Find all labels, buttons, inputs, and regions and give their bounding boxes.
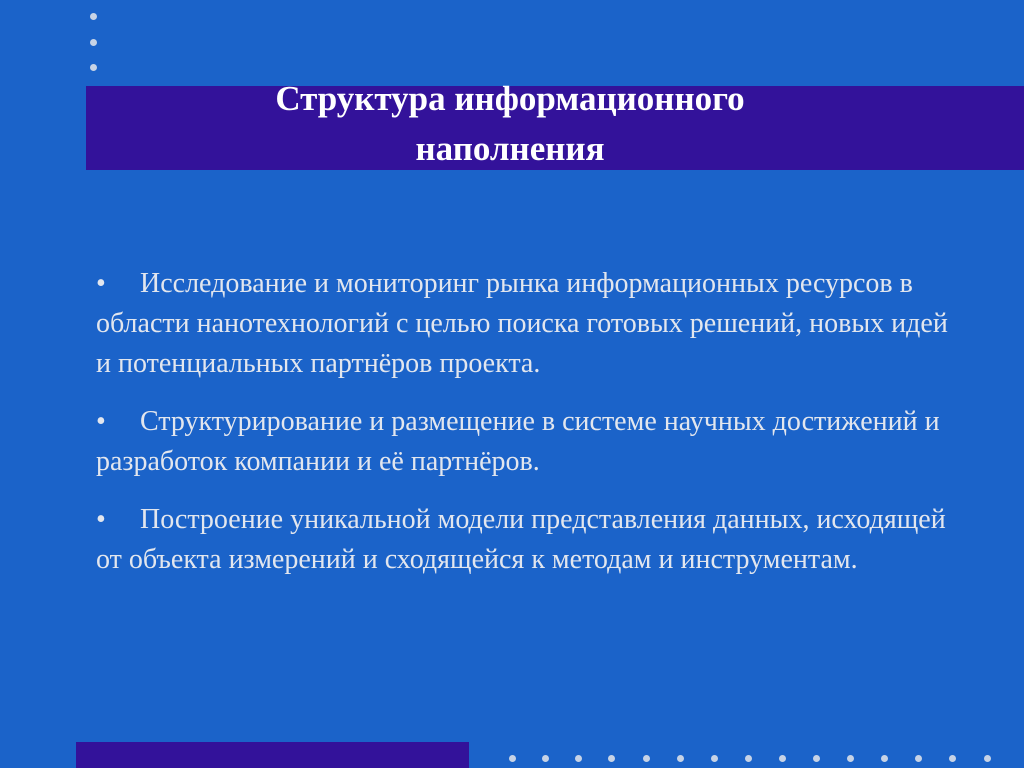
decor-dot xyxy=(90,39,97,46)
decor-dot xyxy=(915,755,922,762)
decor-dot xyxy=(542,755,549,762)
bullet-marker: • xyxy=(96,268,106,299)
decor-dot xyxy=(509,755,516,762)
decor-dot xyxy=(643,755,650,762)
bullet-item-1 xyxy=(96,264,956,384)
decor-dot xyxy=(677,755,684,762)
slide-title xyxy=(86,74,934,174)
bullet-text: Структурирование и размещение в системе научных достижений и разработок компании и её партнёров. xyxy=(96,406,940,477)
decor-dot xyxy=(90,64,97,71)
decor-dot xyxy=(847,755,854,762)
decor-dot xyxy=(984,755,991,762)
decor-dot xyxy=(711,755,718,762)
decor-dot xyxy=(575,755,582,762)
bullet-list xyxy=(96,264,956,598)
slide-title-line-1: Структура информационного xyxy=(275,79,745,118)
decor-dot xyxy=(881,755,888,762)
bullet-text: Построение уникальной модели представления данных, исходящей от объекта измерений и сходящейся к методам и инструментам. xyxy=(96,504,946,575)
decor-dot xyxy=(745,755,752,762)
bullet-marker: • xyxy=(96,504,106,535)
decor-dot xyxy=(779,755,786,762)
bullet-marker: • xyxy=(96,406,106,437)
bullet-item-3 xyxy=(96,500,956,580)
decor-dot xyxy=(90,13,97,20)
decor-dot xyxy=(949,755,956,762)
bottom-band xyxy=(76,742,469,768)
decor-dot xyxy=(608,755,615,762)
decor-dot xyxy=(813,755,820,762)
slide-title-line-2: наполнения xyxy=(415,129,605,168)
bullet-item-2 xyxy=(96,402,956,482)
bullet-text: Исследование и мониторинг рынка информационных ресурсов в области нанотехнологий с целью поиска готовых решений, новых идей и потенциальных партнёров проекта. xyxy=(96,268,948,379)
